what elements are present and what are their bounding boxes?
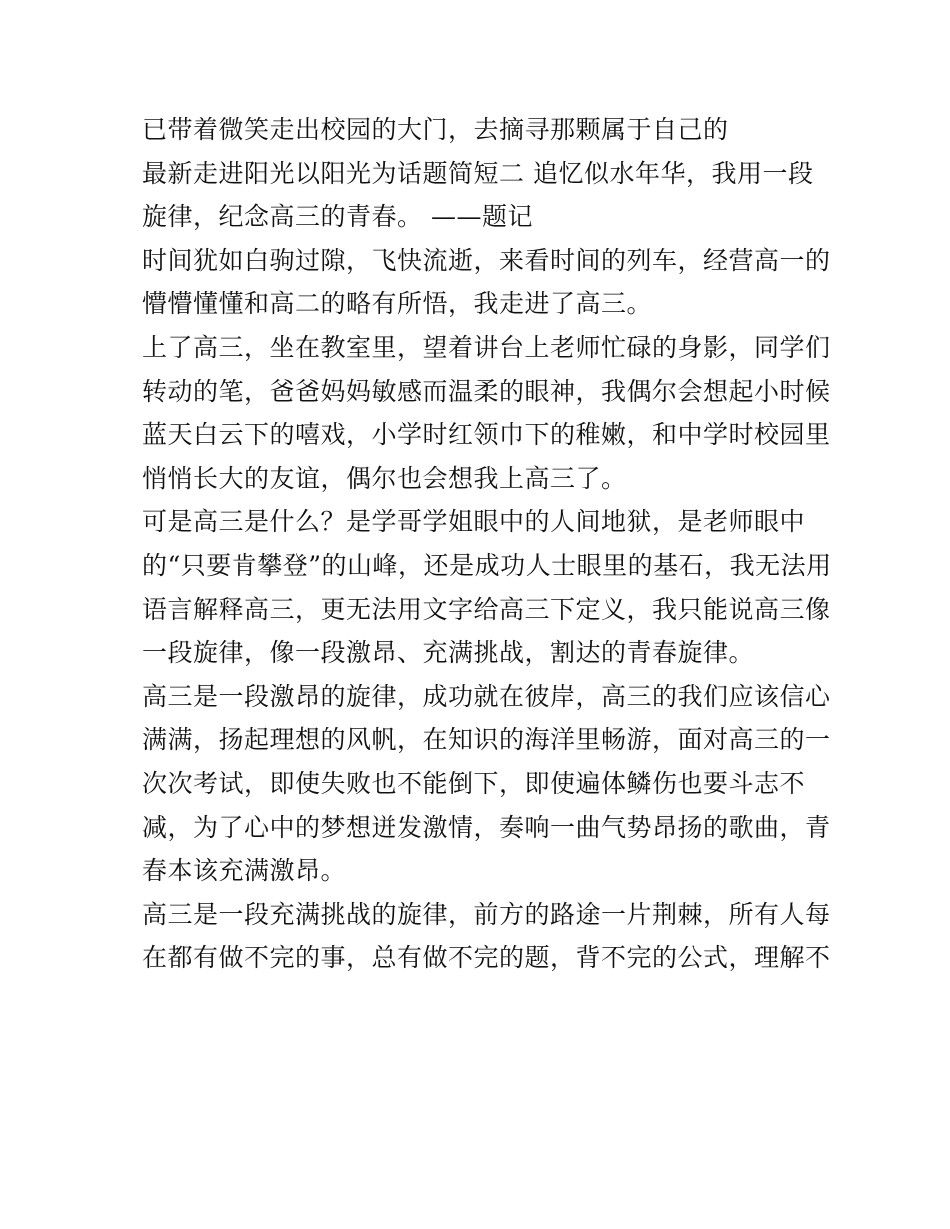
text-line-15: 满满，扬起理想的风帆，在知识的海洋里畅游，面对高三的一: [142, 725, 831, 755]
text-line-11: 的“只要肯攀登”的山峰，还是成功人士眼里的基石，我无法用: [142, 550, 832, 580]
text-line-2: 最新走进阳光以阳光为话题简短二 追忆似水年华，我用一段: [142, 158, 814, 188]
text-line-6: 上了高三，坐在教室里，望着讲台上老师忙碌的身影，同学们: [142, 332, 831, 362]
text-line-16: 次次考试，即使失败也不能倒下，即使遍体鳞伤也要斗志不: [142, 768, 806, 798]
text-line-1: 已带着微笑走出校园的大门，去摘寻那颗属于自己的: [142, 115, 729, 144]
text-line-19: 高三是一段充满挑战的旋律，前方的路途一片荆棘，所有人每: [142, 899, 831, 929]
text-line-3: 旋律，纪念高三的青春。 ——题记: [142, 202, 533, 232]
text-line-4: 时间犹如白驹过隙，飞快流逝，来看时间的列车，经营高一的: [142, 245, 831, 275]
essay-body: [142, 108, 842, 980]
text-line-18: 春本该充满激昂。: [142, 856, 347, 886]
text-line-7: 转动的笔，爸爸妈妈敏感而温柔的眼神，我偶尔会想起小时候: [142, 376, 831, 406]
text-line-17: 减，为了心中的梦想迸发激情，奏响一曲气势昂扬的歌曲，青: [142, 812, 831, 842]
text-line-13: 一段旋律，像一段激昂、充满挑战，割达的青春旋律。: [142, 638, 755, 668]
text-line-8: 蓝天白云下的嘻戏，小学时红领巾下的稚嫩，和中学时校园里: [142, 420, 831, 450]
text-line-20: 在都有做不完的事，总有做不完的题，背不完的公式，理解不: [142, 943, 831, 973]
text-line-9: 悄悄长大的友谊，偶尔也会想我上高三了。: [142, 463, 627, 493]
text-line-5: 懵懵懂懂和高二的略有所悟，我走进了高三。: [142, 289, 653, 319]
text-line-12: 语言解释高三，更无法用文字给高三下定义，我只能说高三像: [142, 594, 831, 624]
text-line-10: 可是高三是什么？是学哥学姐眼中的人间地狱，是老师眼中: [142, 507, 806, 537]
text-line-14: 高三是一段激昂的旋律，成功就在彼岸，高三的我们应该信心: [142, 681, 831, 711]
